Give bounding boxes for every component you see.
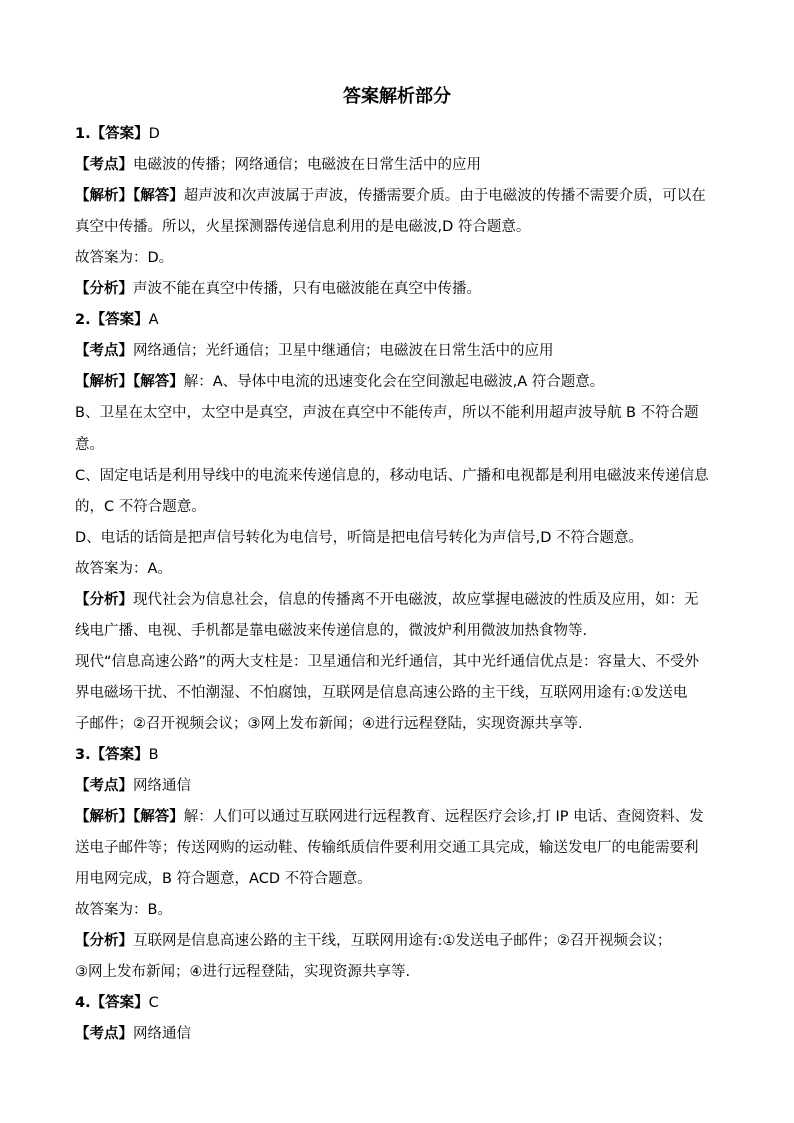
line-text: 送电子邮件等；传送网购的运动鞋、传输纸质信件要利用交通工具完成，输送发电厂的电能需要利 <box>75 840 699 857</box>
line-text: 网络通信 <box>133 778 191 795</box>
section-tag: 【考点】 <box>75 157 133 174</box>
section-tag: 【分析】 <box>75 933 133 950</box>
section-tag: 2.【答案】 <box>75 312 149 329</box>
line-text: B <box>148 747 159 763</box>
line-text: C、固定电话是利用导线中的电流来传递信息的，移动电话、广播和电视都是利用电磁波来传递信息 <box>75 467 709 484</box>
text-line <box>75 683 725 703</box>
section-tag: 【考点】 <box>75 343 133 360</box>
section-tag: 【解析】【解答】 <box>75 809 184 826</box>
text-line <box>75 497 725 517</box>
text-line <box>75 217 725 237</box>
text-line <box>75 559 725 579</box>
text-line <box>75 931 725 951</box>
text-line <box>75 310 725 330</box>
text-line <box>75 1024 725 1044</box>
section-tag: 1.【答案】 <box>75 126 149 142</box>
text-line <box>75 838 725 858</box>
line-text: 故答案为：D。 <box>75 250 174 267</box>
line-text: 电磁波的传播；网络通信；电磁波在日常生活中的应用 <box>133 157 481 174</box>
line-text: 解：人们可以通过互联网进行远程教育、远程医疗会诊,打 IP 电话、查阅资料、发 <box>183 809 704 826</box>
text-line <box>75 776 725 796</box>
line-text: B、卫星在太空中，太空中是真空，声波在真空中不能传声，所以不能利用超声波导航 B 不符合题 <box>75 405 699 422</box>
line-text: 故答案为：B。 <box>75 902 172 919</box>
text-line <box>75 155 725 175</box>
section-tag: 【分析】 <box>75 281 133 298</box>
section-tag: 【解析】【解答】 <box>75 188 184 205</box>
text-line <box>75 124 725 144</box>
line-text: 界电磁场干扰、不怕潮湿、不怕腐蚀，互联网是信息高速公路的主干线，互联网用途有:①发送电 <box>75 684 688 701</box>
text-line <box>75 248 725 268</box>
section-tag: 【考点】 <box>75 1026 133 1043</box>
line-text: D <box>148 126 160 142</box>
line-text: A <box>148 312 159 329</box>
text-line <box>75 279 725 299</box>
line-text: 意。 <box>75 436 104 453</box>
text-line <box>75 869 725 889</box>
text-line <box>75 528 725 548</box>
line-text: 互联网是信息高速公路的主干线，互联网用途有:①发送电子邮件；②召开视频会议； <box>133 933 672 950</box>
section-tag: 3.【答案】 <box>75 747 149 763</box>
text-line <box>75 652 725 672</box>
text-line <box>75 900 725 920</box>
line-text: C <box>148 995 159 1012</box>
text-line <box>75 341 725 361</box>
text-line <box>75 962 725 982</box>
text-line <box>75 403 725 423</box>
text-line <box>75 590 725 610</box>
section-tag: 【解析】【解答】 <box>75 374 184 391</box>
text-line <box>75 807 725 827</box>
line-text: 现代“信息高速公路”的两大支柱是：卫星通信和光纤通信，其中光纤通信优点是：容量大、不受外 <box>75 653 700 670</box>
line-text: 故答案为：A。 <box>75 560 172 577</box>
text-line <box>75 621 725 641</box>
line-text: 声波不能在真空中传播，只有电磁波能在真空中传播。 <box>133 281 481 298</box>
page-title: 答案解析部分 <box>343 86 451 107</box>
line-text: 线电广播、电视、手机都是靠电磁波来传递信息的，微波炉利用微波加热食物等. <box>75 622 588 639</box>
line-text: 子邮件；②召开视频会议；③网上发布新闻；④进行远程登陆，实现资源共享等. <box>75 715 583 732</box>
text-line <box>75 993 725 1013</box>
line-text: 网络通信；光纤通信；卫星中继通信；电磁波在日常生活中的应用 <box>133 343 554 360</box>
line-text: 用电网完成，B 符合题意，ACD 不符合题意。 <box>75 871 372 888</box>
text-line <box>75 745 725 765</box>
line-text: 超声波和次声波属于声波，传播需要介质。由于电磁波的传播不需要介质，可以在 <box>183 188 706 205</box>
section-tag: 4.【答案】 <box>75 995 149 1012</box>
line-text: 现代社会为信息社会，信息的传播离不开电磁波，故应掌握电磁波的性质及应用，如：无 <box>133 591 699 608</box>
text-line <box>75 186 725 206</box>
line-text: ③网上发布新闻；④进行远程登陆，实现资源共享等. <box>75 964 411 981</box>
line-text: 的，C 不符合题意。 <box>75 498 206 515</box>
text-line <box>75 372 725 392</box>
section-tag: 【考点】 <box>75 778 133 795</box>
section-tag: 【分析】 <box>75 591 133 608</box>
line-text: D、电话的话筒是把声信号转化为电信号，听筒是把电信号转化为声信号,D 不符合题意。 <box>75 529 644 546</box>
line-text: 解：A、导体中电流的迅速变化会在空间激起电磁波,A 符合题意。 <box>183 374 605 391</box>
text-line <box>75 466 725 486</box>
line-text: 真空中传播。所以，火星探测器传递信息利用的是电磁波,D 符合题意。 <box>75 219 531 236</box>
text-line <box>75 714 725 734</box>
line-text: 网络通信 <box>133 1026 191 1043</box>
text-line <box>75 435 725 455</box>
